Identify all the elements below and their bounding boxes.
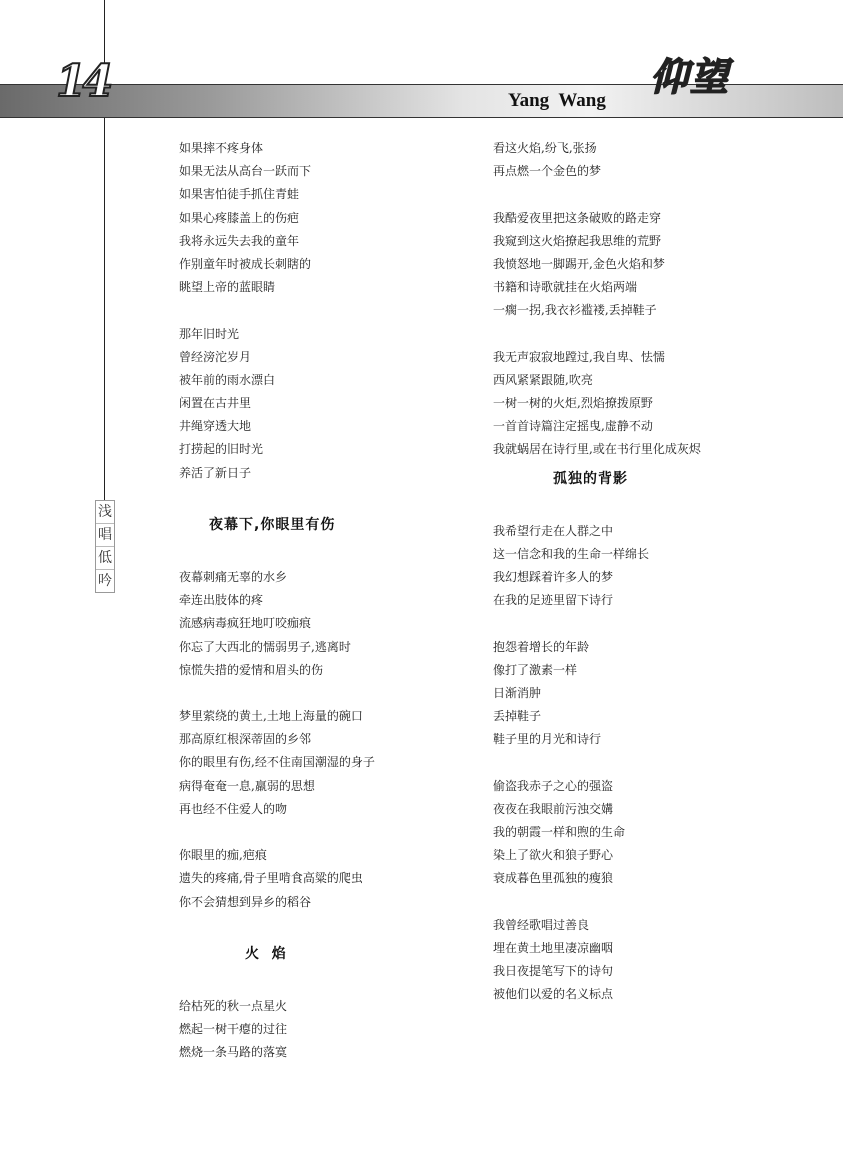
poem-line: 我希望行走在人群之中 (493, 523, 614, 538)
poem4-title: 孤独的背影 (553, 470, 628, 487)
poem-line: 如果心疼膝盖上的伤疤 (179, 210, 300, 225)
poem-line: 那高原红根深蒂固的乡邻 (179, 732, 312, 747)
right-column (493, 137, 813, 1007)
poem-line: 再也经不住爱人的吻 (179, 801, 288, 816)
poem-line: 我日夜提笔写下的诗句 (493, 964, 614, 979)
side-label-char: 低 (96, 547, 114, 570)
poem1-body (179, 137, 469, 485)
poem-line: 抱怨着增长的年龄 (493, 639, 590, 654)
poem-line: 我曾经歌唱过善良 (493, 917, 590, 932)
poem-line: 给枯死的秋一点星火 (179, 998, 288, 1013)
poem-line: 养活了新日子 (179, 465, 252, 480)
poem-line: 我无声寂寂地蹚过,我自卑、怯懦 (493, 349, 665, 364)
poem-line: 我将永远失去我的童年 (179, 233, 300, 248)
poem3-title: 火 焰 (245, 945, 287, 962)
magazine-pinyin: Yang Wang (508, 90, 606, 111)
poem-line: 看这火焰,纷飞,张扬 (493, 141, 597, 155)
poem-line: 如果无法从高台一跃而下 (179, 164, 312, 179)
poem-line: 鞋子里的月光和诗行 (493, 732, 602, 747)
poem-line: 偷盗我赤子之心的强盗 (493, 778, 614, 793)
poem-line: 你的眼里有伤,经不住南国潮湿的身子 (179, 755, 375, 770)
poem-line: 书籍和诗歌就挂在火焰两端 (493, 280, 638, 295)
poem2-body (179, 566, 469, 914)
poem-line: 一瘸一拐,我衣衫褴褛,丢掉鞋子 (493, 303, 657, 318)
poem-line: 井绳穿透大地 (179, 419, 252, 434)
side-label-char: 吟 (98, 573, 112, 589)
page-number: 14 (56, 56, 110, 107)
poem-line: 我的朝霞一样和煦的生命 (493, 825, 626, 840)
poem-line: 西风紧紧跟随,吹亮 (493, 372, 593, 387)
poem-line: 我幻想踩着许多人的梦 (493, 569, 614, 584)
poem-line: 你不会猜想到异乡的稻谷 (179, 894, 312, 909)
poem3-continued-body (493, 137, 813, 462)
poem-line: 日渐消肿 (493, 685, 542, 700)
poem-line: 病得奄奄一息,羸弱的思想 (179, 778, 315, 793)
poem-line: 打捞起的旧时光 (179, 442, 264, 457)
poem-line: 再点燃一个金色的梦 (493, 164, 602, 179)
poem-line: 燃起一树干瘪的过往 (179, 1022, 288, 1037)
poem-line: 一树一树的火炬,烈焰撩拨原野 (493, 396, 653, 411)
poem-line: 曾经滂沱岁月 (179, 349, 252, 364)
poem-line: 如果害怕徒手抓住青蛙 (179, 187, 300, 202)
left-column (179, 137, 469, 1065)
poem-line: 流感病毒疯狂地叮咬痂痕 (179, 616, 312, 631)
poem3-body (179, 995, 469, 1065)
poem-line: 遗失的疼痛,骨子里啃食高粱的爬虫 (179, 871, 363, 886)
poem-line: 梦里萦绕的黄土,土地上海量的碗口 (179, 709, 363, 724)
poem-line: 我就蜗居在诗行里,或在书行里化成灰烬 (493, 442, 701, 457)
poem-line: 如果摔不疼身体 (179, 141, 264, 155)
poem-line: 像打了激素一样 (493, 662, 578, 677)
side-label-char: 唱 (96, 524, 114, 547)
section-side-label (95, 500, 115, 593)
poem-line: 被他们以爱的名义标点 (493, 987, 614, 1002)
poem-line: 惊慌失措的爱情和眉头的伤 (179, 662, 324, 677)
poem-line: 被年前的雨水漂白 (179, 372, 276, 387)
poem-line: 我窥到这火焰撩起我思维的荒野 (493, 233, 662, 248)
poem-line: 我酷爱夜里把这条破败的路走穿 (493, 210, 662, 225)
poem-line: 眺望上帝的蓝眼睛 (179, 280, 276, 295)
poem-line: 作别童年时被成长刺瞎的 (179, 256, 312, 271)
poem-line: 丢掉鞋子 (493, 709, 542, 724)
poem-line: 染上了欲火和狼子野心 (493, 848, 614, 863)
poem-line: 牵连出肢体的疼 (179, 593, 264, 608)
poem-line: 燃烧一条马路的落寞 (179, 1045, 288, 1060)
poem-line: 那年旧时光 (179, 326, 240, 341)
poem-line: 闲置在古井里 (179, 396, 252, 411)
poem-line: 埋在黄土地里凄凉幽咽 (493, 940, 614, 955)
poem2-title: 夜幕下,你眼里有伤 (209, 517, 336, 533)
poem4-body (493, 520, 813, 1007)
poem-line: 衰成暮色里孤独的瘦狼 (493, 871, 614, 886)
poem-line: 在我的足迹里留下诗行 (493, 593, 614, 608)
side-label-char: 浅 (96, 501, 114, 524)
poem-line: 你忘了大西北的懦弱男子,逃离时 (179, 639, 351, 654)
poem-line: 一首首诗篇注定摇曳,虚静不动 (493, 419, 653, 434)
poem-line: 这一信念和我的生命一样绵长 (493, 546, 650, 561)
poem-line: 我愤怒地一脚踢开,金色火焰和梦 (493, 256, 665, 271)
magazine-title: 仰望 (650, 55, 731, 99)
poem-line: 你眼里的痂,疤痕 (179, 848, 267, 863)
poem-line: 夜夜在我眼前污浊交媾 (493, 801, 614, 816)
poem-line: 夜幕刺痛无辜的水乡 (179, 569, 288, 584)
